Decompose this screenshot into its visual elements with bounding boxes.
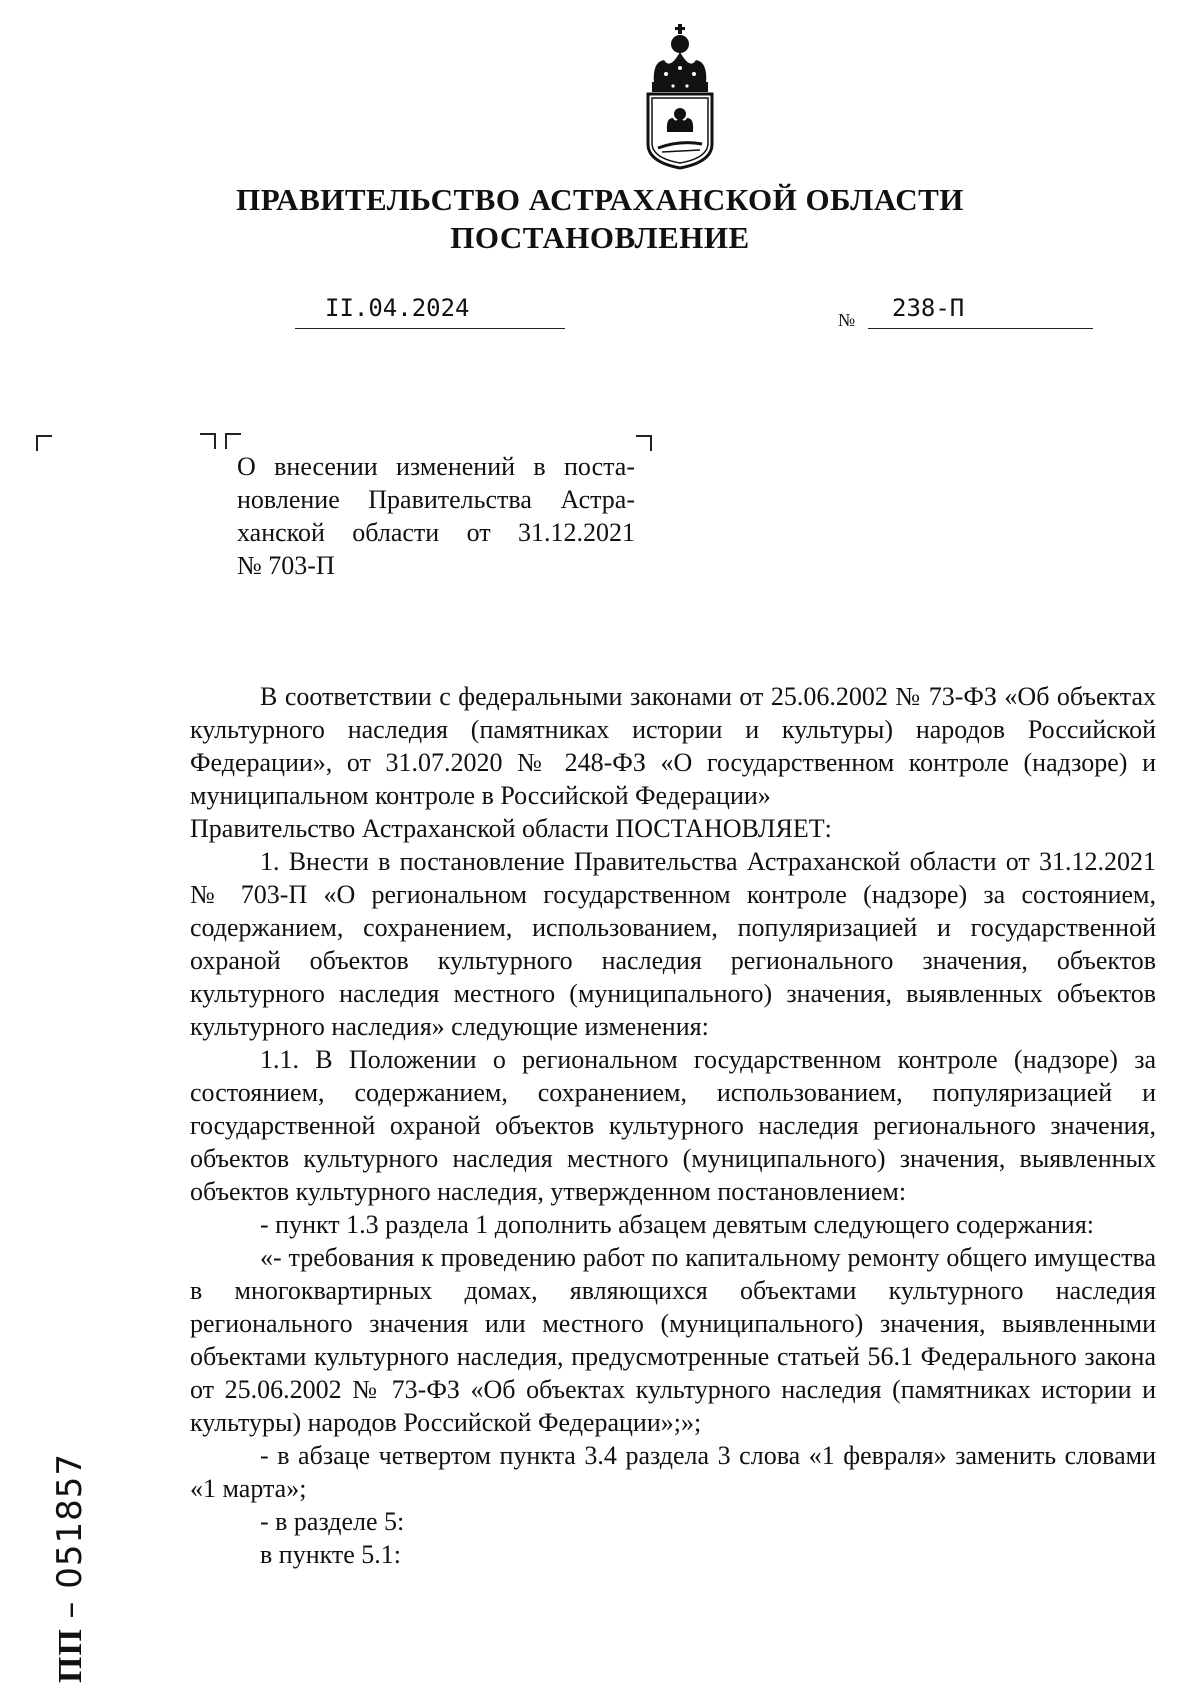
coat-of-arms-emblem xyxy=(640,22,720,172)
document-body xyxy=(190,680,1156,1571)
document-type-title: ПОСТАНОВЛЕНИЕ xyxy=(450,220,750,255)
body-paragraph: - пункт 1.3 раздела 1 дополнить абзацем девятым следующего содержания: xyxy=(260,1210,1095,1239)
body-paragraph-resolves: Правительство Астраханской области ПОСТАНОВЛЯЕТ: xyxy=(190,814,832,843)
margin-corner-mark xyxy=(36,435,52,451)
body-paragraph: В соответствии с федеральными законами от 25.06.2002 № 73-ФЗ «Об объектах культурного наследия (памятниках истории и культуры) народов Российской Федерации», от 31.07.2020 № 248-ФЗ «О государственном контроле (надзоре) и муниципальном контроле в Российской Федерации» xyxy=(190,682,1156,810)
date-field xyxy=(295,294,565,329)
body-paragraph: «- требования к проведению работ по капитальному ремонту общего имущества в многоквартирных домах, являющихся объектами культурного наследия регионального значения или местного (муниципального) значения, выявленными объектами культурного наследия, предусмотренные статьей 56.1 Федерального закона от 25.06.2002 № 73-ФЗ «Об объектах культурного наследия (памятниках истории и культуры) народов Российской Федерации»;»; xyxy=(190,1243,1156,1437)
document-number: 238-П xyxy=(892,294,965,322)
number-field xyxy=(868,294,1093,329)
subject-line: ханской области от 31.12.2021 xyxy=(237,518,635,547)
subject-line: О внесении изменений в поста- xyxy=(237,452,635,481)
number-sign: № xyxy=(838,310,856,330)
body-paragraph: в пункте 5.1: xyxy=(260,1540,402,1569)
document-subject xyxy=(237,450,635,582)
serial-prefix: ПП xyxy=(52,1628,89,1684)
serial-number: – 051857 xyxy=(50,1452,90,1619)
subject-bracket-left-inner xyxy=(225,433,241,449)
subject-bracket-left-outer xyxy=(200,433,216,449)
body-paragraph: - в абзаце четвертом пункта 3.4 раздела 3 слова «1 февраля» заменить словами «1 марта»; xyxy=(190,1441,1156,1503)
margin-serial-number xyxy=(50,1453,90,1683)
body-paragraph: - в разделе 5: xyxy=(260,1507,405,1536)
subject-bracket-right xyxy=(636,435,652,451)
document-date: II.04.2024 xyxy=(325,294,470,322)
subject-line: новление Правительства Астра- xyxy=(237,485,635,514)
body-paragraph: 1. Внести в постановление Правительства Астраханской области от 31.12.2021 № 703-П «О региональном государственном контроле (надзоре) за состоянием, содержанием, сохранением, использованием, популяризацией и государственной охраной объектов культурного наследия регионального значения, объектов культурного наследия местного (муниципального) значения, выявленных объектов культурного наследия» следующие изменения: xyxy=(190,847,1156,1041)
subject-line: № 703-П xyxy=(237,551,335,580)
organization-title: ПРАВИТЕЛЬСТВО АСТРАХАНСКОЙ ОБЛАСТИ xyxy=(236,182,964,217)
body-paragraph: 1.1. В Положении о региональном государственном контроле (надзоре) за состоянием, содержанием, сохранением, использованием, популяризацией и государственной охраной объектов культурного наследия регионального значения, объектов культурного наследия местного (муниципального) значения, выявленных объектов культурного наследия, утвержденном постановлением: xyxy=(190,1045,1156,1206)
